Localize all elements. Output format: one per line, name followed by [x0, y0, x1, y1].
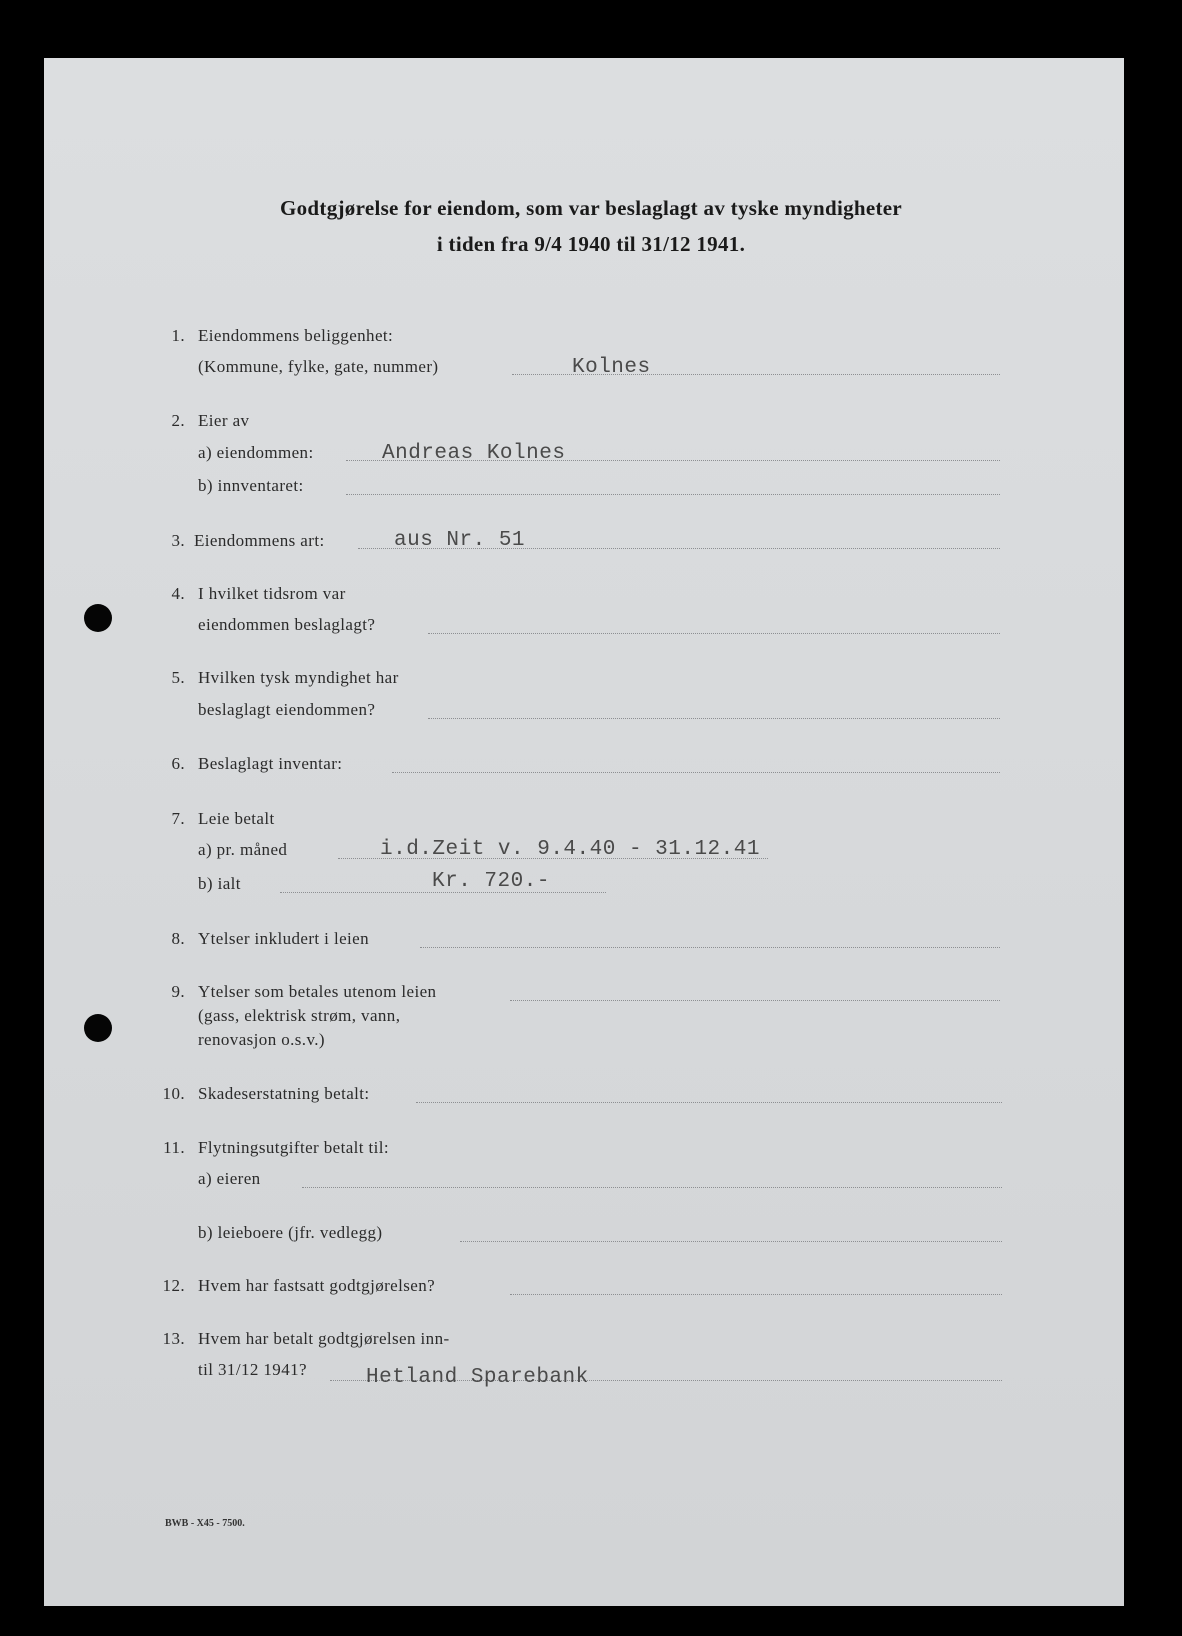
- q7b-label: b) ialt: [198, 874, 241, 893]
- form-footer-code: BWB - X45 - 7500.: [165, 1518, 245, 1529]
- q12-dotted-line: [510, 1294, 1002, 1295]
- q7-label: Leie betalt: [198, 809, 275, 828]
- q2-number: 2.: [171, 411, 185, 430]
- q11a-dotted-line: [302, 1187, 1002, 1188]
- q2-label: Eier av: [198, 411, 250, 430]
- q10-number: 10.: [162, 1084, 185, 1103]
- q4-sublabel: eiendommen beslaglagt?: [198, 615, 376, 634]
- q4-label: I hvilket tidsrom var: [198, 584, 346, 603]
- form-title-line1: Godtgjørelse for eiendom, som var beslaglagt av tyske myndigheter: [279, 196, 903, 220]
- q2a-label: a) eiendommen:: [198, 443, 314, 462]
- q11a-label: a) eieren: [198, 1169, 261, 1188]
- punch-hole-bottom: [84, 1014, 112, 1042]
- q13-typed-value: Hetland Sparebank: [366, 1366, 589, 1389]
- q8-label: Ytelser inkludert i leien: [198, 929, 369, 948]
- q5-dotted-line: [428, 718, 1000, 719]
- q8-number: 8.: [171, 929, 185, 948]
- q11-label: Flytningsutgifter betalt til:: [198, 1138, 390, 1157]
- q13-sublabel: til 31/12 1941?: [198, 1360, 307, 1379]
- q7a-typed-value: i.d.Zeit v. 9.4.40 - 31.12.41: [380, 838, 760, 861]
- q5-sublabel: beslaglagt eiendommen?: [198, 700, 376, 719]
- q9-dotted-line: [510, 1000, 1000, 1001]
- q13-label: Hvem har betalt godtgjørelsen inn-: [198, 1329, 450, 1348]
- q1-typed-value: Kolnes: [572, 356, 651, 379]
- q5-number: 5.: [171, 668, 185, 687]
- q4-number: 4.: [171, 584, 185, 603]
- q10-label: Skadeserstatning betalt:: [198, 1084, 370, 1103]
- q3-label: Eiendommens art:: [194, 531, 325, 550]
- q7-number: 7.: [171, 809, 185, 828]
- q1-number: 1.: [171, 326, 185, 345]
- q6-dotted-line: [392, 772, 1000, 773]
- q2b-dotted-line: [346, 494, 1000, 495]
- q9-sublabel-2: renovasjon o.s.v.): [198, 1030, 325, 1049]
- q11b-dotted-line: [460, 1241, 1002, 1242]
- q6-number: 6.: [171, 754, 185, 773]
- q1-label: Eiendommens beliggenhet:: [198, 326, 394, 345]
- q3-typed-value: aus Nr. 51: [394, 529, 526, 552]
- q8-dotted-line: [420, 947, 1000, 948]
- q10-dotted-line: [416, 1102, 1002, 1103]
- q11b-label: b) leieboere (jfr. vedlegg): [198, 1223, 383, 1242]
- q9-number: 9.: [171, 982, 185, 1001]
- q12-number: 12.: [162, 1276, 185, 1295]
- q13-number: 13.: [162, 1329, 185, 1348]
- q2b-label: b) innventaret:: [198, 476, 304, 495]
- q7b-typed-value: Kr. 720.-: [432, 870, 550, 893]
- q7a-label: a) pr. måned: [198, 840, 288, 859]
- q4-dotted-line: [428, 633, 1000, 634]
- q11-number: 11.: [163, 1138, 185, 1157]
- q9-sublabel-1: (gass, elektrisk strøm, vann,: [198, 1006, 401, 1025]
- q2a-typed-value: Andreas Kolnes: [382, 442, 566, 465]
- q5-label: Hvilken tysk myndighet har: [198, 668, 399, 687]
- punch-hole-top: [84, 604, 112, 632]
- q3-number: 3.: [171, 531, 185, 550]
- q12-label: Hvem har fastsatt godtgjørelsen?: [198, 1276, 436, 1295]
- q6-label: Beslaglagt inventar:: [198, 754, 343, 773]
- q9-label: Ytelser som betales utenom leien: [198, 982, 437, 1001]
- form-title-line2: i tiden fra 9/4 1940 til 31/12 1941.: [436, 232, 746, 256]
- q1-sublabel: (Kommune, fylke, gate, nummer): [198, 357, 439, 376]
